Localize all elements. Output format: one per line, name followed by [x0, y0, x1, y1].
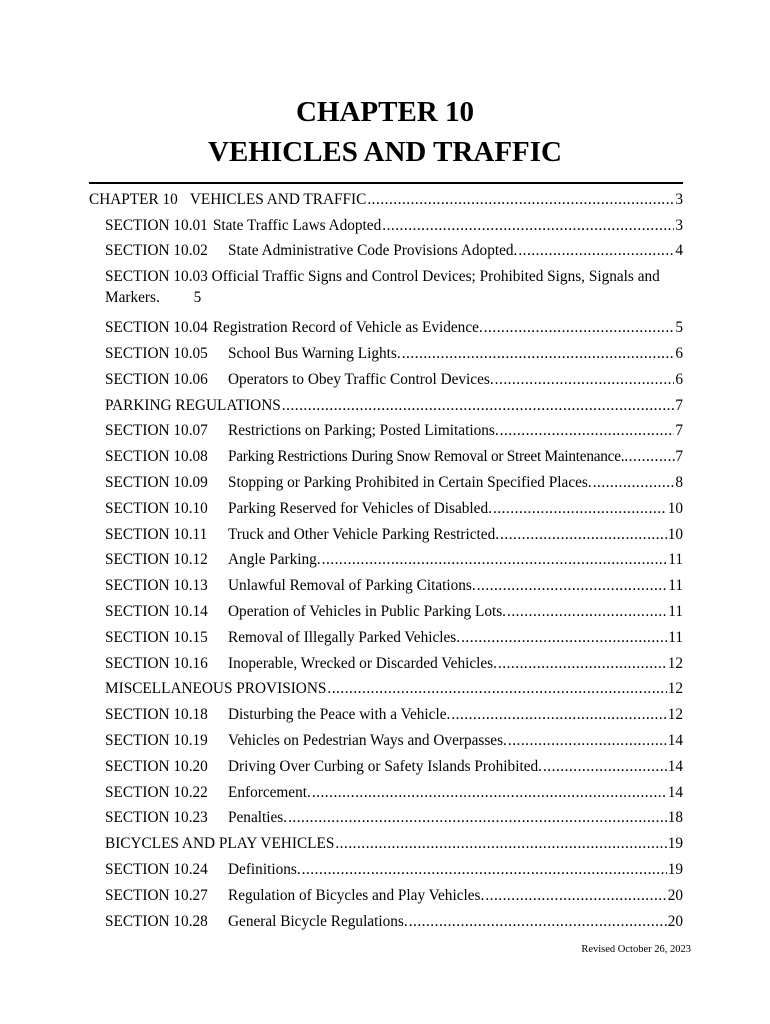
- toc-leader-dots: [593, 474, 675, 492]
- toc-entry-chapter[interactable]: [89, 183, 683, 209]
- toc-entry-number: SECTION 10.20: [105, 757, 208, 775]
- revision-footer: Revised October 26, 2023: [581, 944, 691, 955]
- toc-entry-page: 20: [667, 886, 683, 904]
- toc-entry[interactable]: [89, 647, 683, 673]
- toc-entry-page: 5: [193, 289, 202, 307]
- toc-entry-title: Official Traffic Signs and Control Devices; Prohibited Signs, Signals and Markers.: [105, 268, 660, 307]
- toc-leader-dots: [409, 913, 667, 931]
- toc-entry-title: State Traffic Laws Adopted: [212, 216, 382, 234]
- toc-leader-dots: [402, 345, 675, 363]
- toc-entry[interactable]: [89, 750, 683, 776]
- toc-entry-title: Parking Restrictions During Snow Removal or Street Maintenance.: [228, 448, 625, 466]
- toc-entry-page: 18: [667, 809, 683, 827]
- toc-entry-number: SECTION 10.10: [105, 499, 208, 517]
- toc-entry-title: Inoperable, Wrecked or Discarded Vehicles.: [228, 654, 497, 672]
- toc-entry-page: 12: [667, 680, 683, 698]
- toc-entry-title: Operation of Vehicles in Public Parking Lots.: [228, 602, 506, 620]
- toc-entry-title: BICYCLES AND PLAY VEHICLES: [105, 835, 335, 853]
- toc-entry-title: Enforcement.: [228, 783, 311, 801]
- toc-entry[interactable]: [89, 337, 683, 363]
- toc-entry-number: SECTION 10.09: [105, 473, 208, 491]
- toc-entry[interactable]: [89, 492, 683, 518]
- toc-entry-number: SECTION 10.11: [105, 525, 208, 543]
- toc-entry-number: SECTION 10.27: [105, 886, 208, 904]
- toc-entry-number: CHAPTER 10: [89, 190, 178, 208]
- toc-leader-dots: [302, 861, 667, 879]
- toc-entry-page: 14: [667, 731, 683, 749]
- toc-entry-title: Vehicles on Pedestrian Ways and Overpasses.: [228, 731, 507, 749]
- toc-entry-title: Disturbing the Peace with a Vehicle.: [228, 706, 451, 724]
- toc-leader-dots: [327, 680, 666, 698]
- toc-entry-page: 12: [667, 706, 683, 724]
- toc-entry-heading[interactable]: [89, 673, 683, 699]
- chapter-title: [0, 92, 770, 172]
- toc-entry-heading[interactable]: [89, 389, 683, 415]
- toc-entry-number: SECTION 10.28: [105, 912, 208, 930]
- toc-entry-page: 6: [675, 370, 683, 388]
- toc-entry-number: SECTION 10.24: [105, 860, 208, 878]
- toc-entry-number: SECTION 10.04: [105, 319, 208, 337]
- toc-entry-title: Removal of Illegally Parked Vehicles.: [228, 628, 461, 646]
- toc-leader-dots: [322, 551, 668, 569]
- toc-entry-page: 11: [668, 551, 683, 569]
- toc-leader-dots: [500, 422, 675, 440]
- toc-entry-page: 8: [675, 473, 683, 491]
- toc-leader-dots: [312, 784, 667, 802]
- toc-leader-dots: [543, 758, 667, 776]
- toc-entry-page: 14: [667, 783, 683, 801]
- toc-entry-title: Registration Record of Vehicle as Evidence.: [212, 319, 483, 337]
- toc-leader-dots: [508, 732, 667, 750]
- toc-leader-dots: [451, 706, 666, 724]
- toc-entry-number: SECTION 10.06: [105, 370, 208, 388]
- toc-entry-page: 7: [675, 422, 683, 440]
- toc-entry[interactable]: [89, 621, 683, 647]
- toc-entry[interactable]: [89, 209, 683, 235]
- toc-entry[interactable]: [89, 776, 683, 802]
- toc-entry-page: 10: [667, 525, 683, 543]
- toc-leader-dots: [477, 577, 668, 595]
- toc-entry-title: MISCELLANEOUS PROVISIONS: [105, 680, 327, 698]
- toc-entry[interactable]: [89, 311, 683, 337]
- chapter-number: CHAPTER 10: [295, 96, 475, 128]
- toc-entry-title: Penalties.: [228, 809, 288, 827]
- toc-entry-page: 7: [675, 448, 683, 466]
- toc-leader-dots: [507, 603, 667, 621]
- toc-leader-dots: [485, 887, 666, 905]
- toc-entry-heading[interactable]: [89, 827, 683, 853]
- toc-entry[interactable]: [89, 724, 683, 750]
- toc-entry-page: 10: [667, 499, 683, 517]
- toc-entry-number: SECTION 10.08: [105, 448, 208, 466]
- toc-leader-dots: [493, 500, 667, 518]
- toc-entry-number: SECTION 10.07: [105, 422, 208, 440]
- toc-entry-number: SECTION 10.19: [105, 731, 208, 749]
- toc-entry[interactable]: [89, 595, 683, 621]
- toc-leader-dots: [495, 371, 675, 389]
- toc-entry-title: Angle Parking.: [228, 551, 321, 569]
- toc-entry-title: State Administrative Code Provisions Adopted.: [228, 242, 518, 260]
- toc-entry-title: Operators to Obey Traffic Control Devices.: [228, 370, 494, 388]
- toc-leader-dots: [335, 835, 666, 853]
- toc-entry-title: Regulation of Bicycles and Play Vehicles.: [228, 886, 485, 904]
- toc-entry[interactable]: [89, 235, 683, 261]
- toc-entry-page: 3: [675, 190, 683, 208]
- toc-leader-dots: [461, 629, 667, 647]
- toc-entry-title: School Bus Warning Lights.: [228, 344, 401, 362]
- toc-leader-dots: [288, 809, 667, 827]
- toc-entry-number: SECTION 10.01: [105, 216, 208, 234]
- toc-leader-dots: [500, 526, 667, 544]
- toc-entry-title: Restrictions on Parking; Posted Limitations.: [228, 422, 499, 440]
- toc-entry-page: 11: [668, 577, 683, 595]
- toc-entry-title: Definitions.: [228, 860, 301, 878]
- toc-entry-page: 19: [667, 835, 683, 853]
- toc-entry-title: Truck and Other Vehicle Parking Restricted.: [228, 525, 500, 543]
- toc-entry[interactable]: [89, 518, 683, 544]
- toc-leader-dots: [484, 319, 675, 337]
- toc-entry-title: VEHICLES AND TRAFFIC: [189, 190, 367, 208]
- toc-leader-dots: [624, 448, 675, 466]
- toc-entry[interactable]: [89, 466, 683, 492]
- toc-entry-page: 5: [675, 319, 683, 337]
- toc-entry-number: SECTION 10.03: [105, 268, 208, 286]
- toc-entry-number: SECTION 10.22: [105, 783, 208, 801]
- toc-entry-page: 11: [668, 628, 683, 646]
- toc-entry-number: SECTION 10.02: [105, 242, 208, 260]
- toc-leader-dots: [282, 397, 675, 415]
- toc-entry-page: 20: [667, 912, 683, 930]
- toc-entry[interactable]: [89, 415, 683, 441]
- toc-entry-number: SECTION 10.15: [105, 628, 208, 646]
- toc-leader-dots: [382, 217, 674, 235]
- toc-entry-title: General Bicycle Regulations.: [228, 912, 408, 930]
- toc-entry-page: 14: [667, 757, 683, 775]
- toc-entry[interactable]: [89, 363, 683, 389]
- toc-entry-number: SECTION 10.23: [105, 809, 208, 827]
- toc-entry-page: 19: [667, 860, 683, 878]
- toc-entry-page: 11: [668, 602, 683, 620]
- toc-leader-dots: [498, 655, 667, 673]
- toc-entry-number: SECTION 10.05: [105, 344, 208, 362]
- toc-entry-page: 12: [667, 654, 683, 672]
- toc-entry-title: Unlawful Removal of Parking Citations.: [228, 577, 476, 595]
- toc-entry-number: SECTION 10.14: [105, 602, 208, 620]
- toc-entry-number: SECTION 10.13: [105, 577, 208, 595]
- toc-entry[interactable]: [89, 905, 683, 931]
- toc-entry-title: PARKING REGULATIONS: [105, 396, 281, 414]
- toc-entry-number: SECTION 10.18: [105, 706, 208, 724]
- toc-entry-number: SECTION 10.16: [105, 654, 208, 672]
- toc-entry[interactable]: [89, 853, 683, 879]
- toc-entry[interactable]: [89, 802, 683, 828]
- table-of-contents: [89, 183, 683, 931]
- toc-entry[interactable]: [89, 544, 683, 570]
- toc-entry[interactable]: [89, 569, 683, 595]
- toc-entry-title: Parking Reserved for Vehicles of Disabled.: [228, 499, 492, 517]
- toc-entry-title: Stopping or Parking Prohibited in Certain Specified Places.: [228, 473, 592, 491]
- toc-entry-page: 7: [675, 396, 683, 414]
- toc-entry[interactable]: [89, 698, 683, 724]
- toc-leader-dots: [367, 191, 674, 209]
- toc-entry-page: 3: [675, 216, 683, 234]
- toc-entry-page: 4: [675, 242, 683, 260]
- toc-entry-page: 6: [675, 344, 683, 362]
- toc-leader-dots: [518, 242, 674, 260]
- chapter-name: VEHICLES AND TRAFFIC: [208, 136, 562, 168]
- toc-entry[interactable]: [89, 260, 683, 311]
- toc-entry[interactable]: [89, 440, 683, 466]
- toc-entry-title: Driving Over Curbing or Safety Islands Prohibited.: [228, 757, 542, 775]
- toc-entry-number: SECTION 10.12: [105, 551, 208, 569]
- toc-entry[interactable]: [89, 879, 683, 905]
